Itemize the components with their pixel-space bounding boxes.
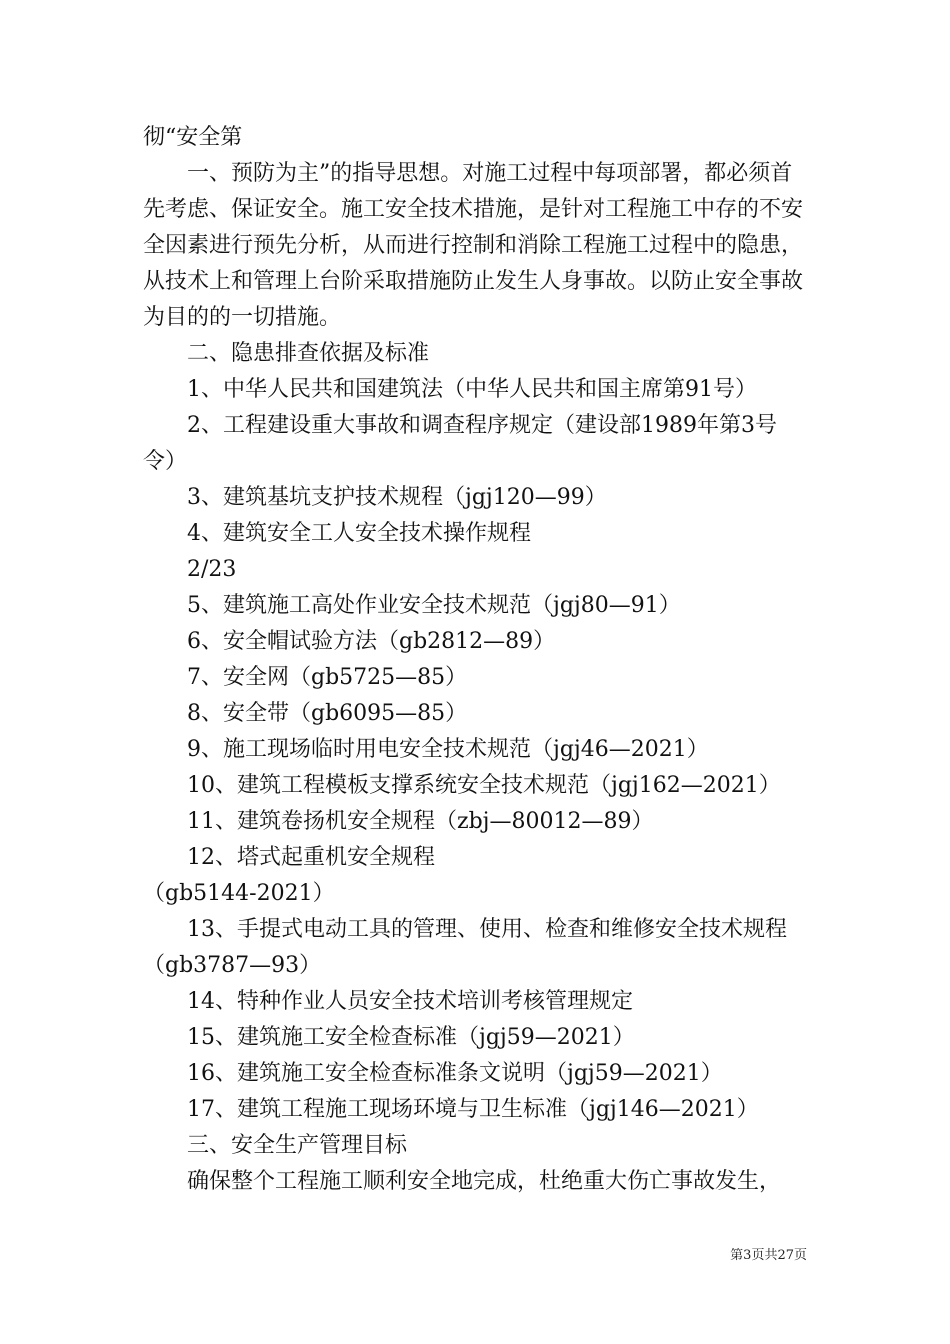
list-item-1: 1、中华人民共和国建筑法（中华人民共和国主席第91号）	[187, 377, 757, 402]
list-item-5: 5、建筑施工高处作业安全技术规范（jgj80—91）	[187, 593, 681, 618]
section-heading-2: 二、隐患排查依据及标准	[187, 341, 430, 366]
list-item-11: 11、建筑卷扬机安全规程（zbj—80012—89）	[187, 809, 654, 834]
paragraph-1: 彻“安全第	[143, 125, 243, 150]
list-item-12-code: （gb5144-2021）	[143, 881, 335, 906]
list-item-2: 2、工程建设重大事故和调查程序规定（建设部1989年第3号令）	[143, 413, 777, 474]
list-item-8: 8、安全带（gb6095—85）	[187, 701, 468, 726]
list-item-10: 10、建筑工程模板支撑系统安全技术规范（jgj162—2021）	[187, 773, 781, 798]
list-item-3: 3、建筑基坑支护技术规程（jgj120—99）	[187, 485, 607, 510]
list-item-12: 12、塔式起重机安全规程	[187, 845, 435, 870]
list-item-16: 16、建筑施工安全检查标准条文说明（jgj59—2021）	[187, 1061, 723, 1086]
list-item-4: 4、建筑安全工人安全技术操作规程	[187, 521, 531, 546]
section-heading-3: 三、安全生产管理目标	[187, 1133, 408, 1158]
paragraph-2: 一、预防为主”的指导思想。对施工过程中每项部署，都必须首先考虑、保证安全。施工安全技术措施，是针对工程施工中存的不安全因素进行预先分析，从而进行控制和消除工程施工过程中的隐患，从技术上和管理上台阶采取措施防止发生人身事故。以防止安全事故为目的的一切措施。	[143, 161, 804, 330]
list-item-7: 7、安全网（gb5725—85）	[187, 665, 468, 690]
page-reference: 2/23	[187, 557, 237, 582]
list-item-6: 6、安全帽试验方法（gb2812—89）	[187, 629, 556, 654]
list-item-14: 14、特种作业人员安全技术培训考核管理规定	[187, 989, 633, 1014]
list-item-13: 13、手提式电动工具的管理、使用、检查和维修安全技术规程（gb3787—93）	[143, 917, 787, 978]
paragraph-last: 确保整个工程施工顺利安全地完成，杜绝重大伤亡事故发生，	[187, 1169, 782, 1194]
list-item-17: 17、建筑工程施工现场环境与卫生标准（jgj146—2021）	[187, 1097, 759, 1122]
document-body	[143, 120, 809, 1200]
list-item-9: 9、施工现场临时用电安全技术规范（jgj46—2021）	[187, 737, 709, 762]
page-number: 第3页共27页	[730, 1248, 807, 1263]
list-item-15: 15、建筑施工安全检查标准（jgj59—2021）	[187, 1025, 635, 1050]
